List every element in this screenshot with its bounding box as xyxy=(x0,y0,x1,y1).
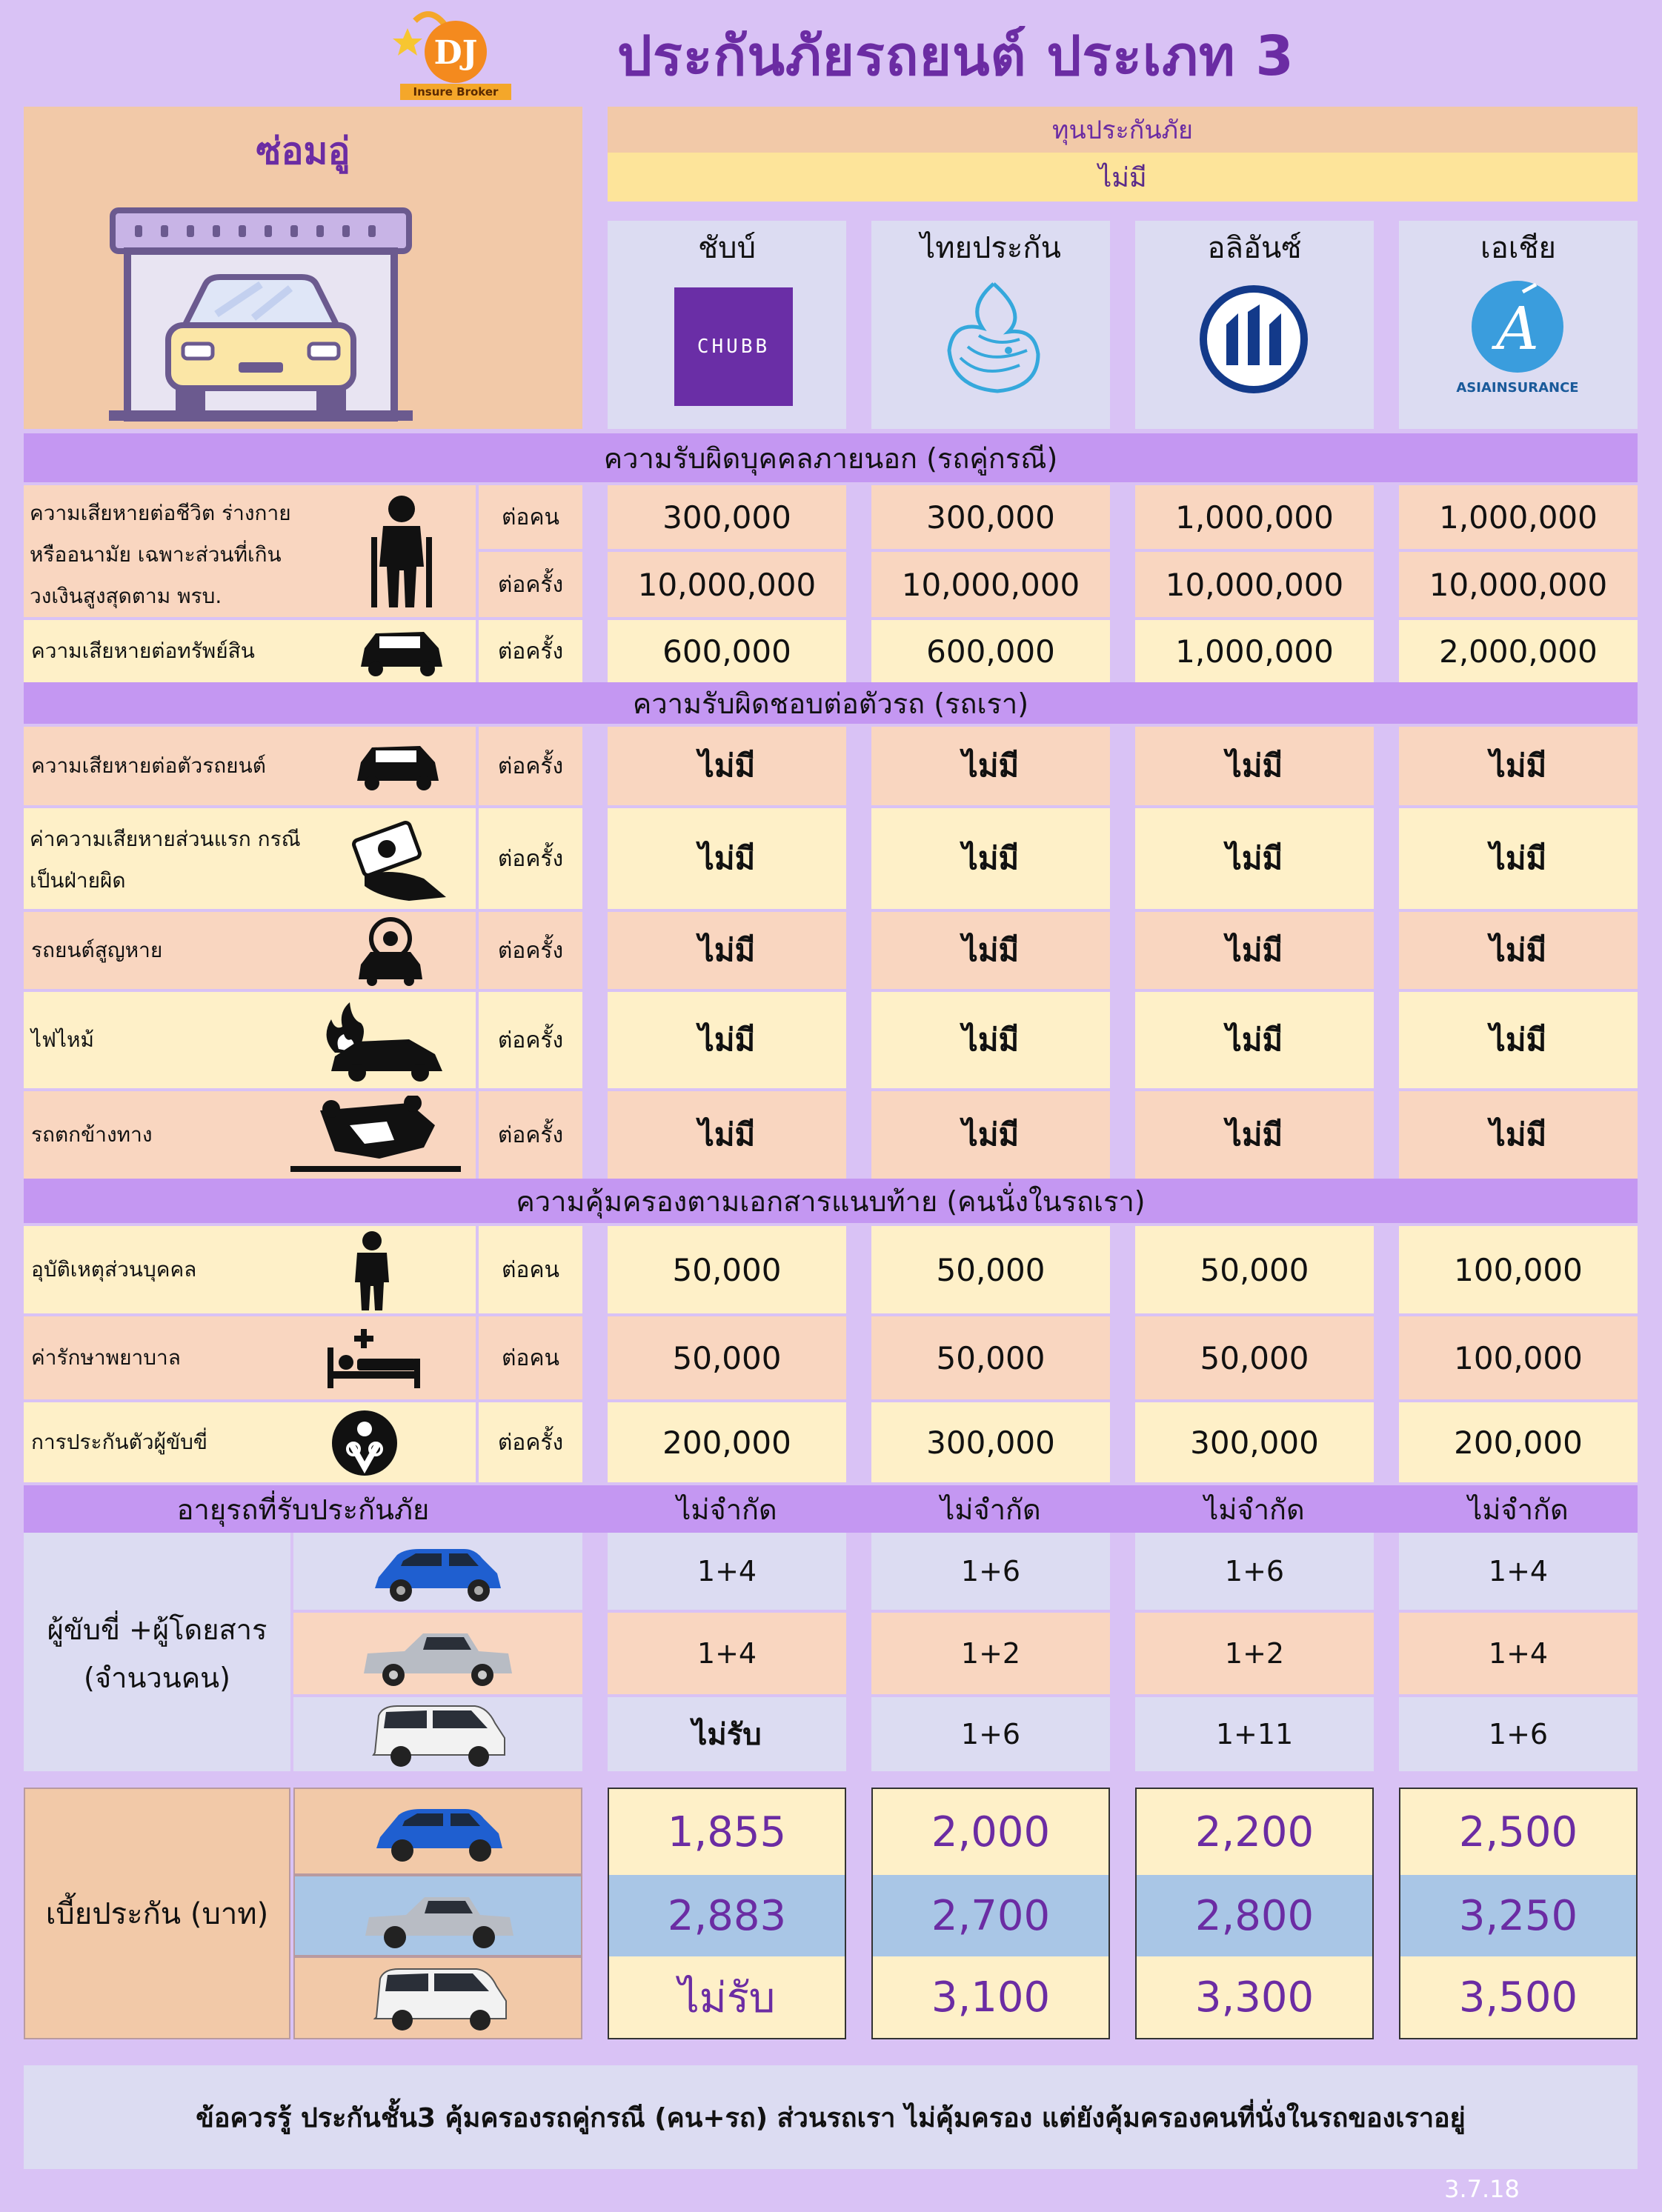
unit-per-person: ต่อคน xyxy=(479,1316,582,1399)
chubb-logo: CHUBB xyxy=(674,287,793,406)
unit-per-time: ต่อครั้ง xyxy=(479,727,582,805)
asia-logo-text: ASIAINSURANCE xyxy=(1456,379,1579,396)
allianz-logo-icon xyxy=(1198,284,1309,395)
premium-value: 3,500 xyxy=(1400,1956,1636,2038)
seats-label-cell xyxy=(24,1533,290,1771)
premium-label-cell xyxy=(24,1788,290,2039)
unit-per-person: ต่อคน xyxy=(479,1226,582,1313)
insurer-name: เอเชีย xyxy=(1480,231,1556,265)
accident-label: อุบัติเหตุส่วนบุคคล xyxy=(31,1257,197,1282)
value-cell: ไม่มี xyxy=(608,727,846,805)
value-cell: 1,000,000 xyxy=(1399,485,1638,549)
value-cell: 300,000 xyxy=(1135,1402,1374,1482)
car-age-value: ไม่จำกัด xyxy=(1468,1493,1569,1526)
fire-label: ไฟไหม้ xyxy=(31,1027,94,1052)
hospital-bed-icon xyxy=(320,1325,431,1392)
property-damage-label-cell xyxy=(24,620,476,682)
premium-value: ไม่รับ xyxy=(609,1956,845,2038)
damaged-car-icon xyxy=(346,740,450,792)
garage-car-icon xyxy=(105,203,416,425)
svg-text:Insure Broker: Insure Broker xyxy=(413,85,499,99)
unit-per-time: ต่อครั้ง xyxy=(479,992,582,1088)
seats-value: 1+4 xyxy=(608,1613,846,1694)
crashed-car-icon xyxy=(350,626,453,678)
value-cell: 200,000 xyxy=(608,1402,846,1482)
sum-insured-value: ไม่มี xyxy=(608,153,1638,201)
bail-label: การประกันตัวผู้ขับขี่ xyxy=(31,1430,208,1454)
repair-panel xyxy=(24,107,582,429)
value-cell: ไม่มี xyxy=(871,912,1110,989)
seats-value: 1+4 xyxy=(1399,1613,1638,1694)
value-cell: ไม่มี xyxy=(1399,1091,1638,1179)
value-cell: ไม่มี xyxy=(608,808,846,909)
svg-text:A: A xyxy=(1496,294,1539,363)
car-age-value: ไม่จำกัด xyxy=(940,1493,1041,1526)
value-cell: 50,000 xyxy=(871,1316,1110,1399)
accident-label-cell xyxy=(24,1226,476,1313)
value-cell: ไม่มี xyxy=(608,1091,846,1179)
version-label: 3.7.18 xyxy=(1444,2175,1520,2203)
unit-per-time: ต่อครั้ง xyxy=(479,1091,582,1179)
value-cell: 1,000,000 xyxy=(1135,485,1374,549)
pickup-truck-icon xyxy=(293,1875,582,1956)
fire-label-cell xyxy=(24,992,476,1088)
third-party-heading: ความรับผิดบุคคลภายนอก (รถคู่กรณี) xyxy=(24,433,1638,482)
value-cell: 50,000 xyxy=(1135,1226,1374,1313)
overturn-label: รถตกข้างทาง xyxy=(31,1122,153,1147)
premium-column xyxy=(608,1788,846,2039)
value-cell: ไม่มี xyxy=(1399,727,1638,805)
value-cell: ไม่มี xyxy=(1399,912,1638,989)
handcuffs-icon xyxy=(328,1408,402,1479)
value-cell: 50,000 xyxy=(608,1316,846,1399)
property-damage-label: ความเสียหายต่อทรัพย์สิน xyxy=(31,639,255,663)
riders-heading: ความคุ้มครองตามเอกสารแนบท้าย (คนนั่งในรถเรา) xyxy=(24,1179,1638,1223)
value-cell: 10,000,000 xyxy=(871,552,1110,617)
asia-insurance-logo-icon xyxy=(1462,279,1573,375)
money-hand-icon xyxy=(342,816,453,905)
stolen-car-icon xyxy=(350,916,431,987)
value-cell: 600,000 xyxy=(871,620,1110,682)
premium-column xyxy=(1399,1788,1638,2039)
person-icon xyxy=(342,1230,402,1312)
value-cell: ไม่มี xyxy=(871,1091,1110,1179)
bail-label-cell xyxy=(24,1402,476,1482)
unit-per-time: ต่อครั้ง xyxy=(479,620,582,682)
medical-label: ค่ารักษาพยาบาล xyxy=(31,1345,181,1370)
value-cell: ไม่มี xyxy=(1399,808,1638,909)
seats-value: 1+6 xyxy=(871,1533,1110,1610)
value-cell: ไม่มี xyxy=(1135,727,1374,805)
seats-value: 1+2 xyxy=(1135,1613,1374,1694)
seats-label-line2: (จำนวนคน) xyxy=(84,1661,230,1694)
premium-column xyxy=(1135,1788,1374,2039)
footer-note: ข้อควรรู้ ประกันชั้น3 คุ้มครองรถคู่กรณี (คน+รถ) ส่วนรถเรา ไม่คุ้มครอง แต่ยังคุ้มครองคนที่นั่งในรถของเราอยู่ xyxy=(24,2065,1638,2169)
sedan-car-icon xyxy=(293,1788,582,1875)
injured-person-icon xyxy=(361,493,450,611)
insurer-name: ไทยประกัน xyxy=(920,231,1061,265)
value-cell: ไม่มี xyxy=(871,992,1110,1088)
value-cell: 10,000,000 xyxy=(608,552,846,617)
seats-label-line1: ผู้ขับขี่ +ผู้โดยสาร xyxy=(47,1613,267,1646)
sum-insured-label: ทุนประกันภัย xyxy=(608,107,1638,153)
value-cell: ไม่มี xyxy=(871,808,1110,909)
value-cell: 50,000 xyxy=(608,1226,846,1313)
value-cell: 2,000,000 xyxy=(1399,620,1638,682)
premium-value: 3,250 xyxy=(1400,1875,1636,1956)
own-car-heading: ความรับผิดชอบต่อตัวรถ (รถเรา) xyxy=(24,682,1638,724)
premium-value: 3,100 xyxy=(873,1956,1108,2038)
premium-value: 2,200 xyxy=(1137,1789,1372,1875)
car-age-value: ไม่จำกัด xyxy=(677,1493,777,1526)
value-cell: ไม่มี xyxy=(608,992,846,1088)
seats-value: 1+6 xyxy=(1135,1533,1374,1610)
theft-label-cell xyxy=(24,912,476,989)
premium-value: 3,300 xyxy=(1137,1956,1372,2038)
unit-per-time: ต่อครั้ง xyxy=(479,912,582,989)
car-age-label: อายุรถที่รับประกันภัย xyxy=(176,1493,430,1526)
unit-per-person: ต่อคน xyxy=(479,485,582,549)
value-cell: 300,000 xyxy=(871,1402,1110,1482)
value-cell: 10,000,000 xyxy=(1399,552,1638,617)
deductible-label-cell xyxy=(24,808,476,909)
value-cell: ไม่มี xyxy=(1135,808,1374,909)
value-cell: 50,000 xyxy=(1135,1316,1374,1399)
value-cell: 300,000 xyxy=(608,485,846,549)
value-cell: ไม่มี xyxy=(1135,1091,1374,1179)
value-cell: ไม่มี xyxy=(1399,992,1638,1088)
van-icon xyxy=(293,1956,582,2039)
broker-logo xyxy=(385,6,519,102)
overturned-car-icon xyxy=(290,1096,461,1176)
insurer-chubb xyxy=(608,221,846,429)
insurer-thai xyxy=(871,221,1110,429)
theft-label: รถยนต์สูญหาย xyxy=(31,938,163,962)
seats-value: ไม่รับ xyxy=(608,1697,846,1771)
seats-value: 1+4 xyxy=(1399,1533,1638,1610)
seats-value: 1+6 xyxy=(871,1697,1110,1771)
sedan-car-icon xyxy=(293,1533,582,1610)
premium-column xyxy=(871,1788,1110,2039)
premium-label: เบี้ยประกัน (บาท) xyxy=(45,1897,269,1931)
value-cell: 100,000 xyxy=(1399,1226,1638,1313)
van-icon xyxy=(293,1697,582,1771)
life-damage-label: ความเสียหายต่อชีวิต ร่างกาย หรืออนามัย เฉพาะส่วนที่เกิน วงเงินสูงสุดตาม พรบ. xyxy=(30,501,291,608)
value-cell: 300,000 xyxy=(871,485,1110,549)
medical-label-cell xyxy=(24,1316,476,1399)
seats-value: 1+2 xyxy=(871,1613,1110,1694)
value-cell: ไม่มี xyxy=(1135,992,1374,1088)
value-cell: ไม่มี xyxy=(1135,912,1374,989)
insurer-asia xyxy=(1399,221,1638,429)
pickup-truck-icon xyxy=(293,1613,582,1694)
premium-value: 2,800 xyxy=(1137,1875,1372,1956)
car-age-value: ไม่จำกัด xyxy=(1204,1493,1305,1526)
premium-value: 2,500 xyxy=(1400,1789,1636,1875)
insurer-allianz xyxy=(1135,221,1374,429)
seats-value: 1+6 xyxy=(1399,1697,1638,1771)
value-cell: 1,000,000 xyxy=(1135,620,1374,682)
value-cell: 50,000 xyxy=(871,1226,1110,1313)
premium-value: 2,883 xyxy=(609,1875,845,1956)
value-cell: 10,000,000 xyxy=(1135,552,1374,617)
overturn-label-cell xyxy=(24,1091,476,1179)
car-fire-icon xyxy=(305,1001,453,1082)
car-damage-label: ความเสียหายต่อตัวรถยนต์ xyxy=(31,753,266,778)
insurer-name: ชับบ์ xyxy=(698,231,756,265)
car-damage-label-cell xyxy=(24,727,476,805)
page-title: ประกันภัยรถยนต์ ประเภท 3 xyxy=(617,24,1294,88)
unit-per-time: ต่อครั้ง xyxy=(479,552,582,617)
unit-per-time: ต่อครั้ง xyxy=(479,1402,582,1482)
unit-per-time: ต่อครั้ง xyxy=(479,808,582,909)
seats-value: 1+4 xyxy=(608,1533,846,1610)
premium-value: 1,855 xyxy=(609,1789,845,1875)
value-cell: ไม่มี xyxy=(608,912,846,989)
premium-value: 2,700 xyxy=(873,1875,1108,1956)
premium-value: 2,000 xyxy=(873,1789,1108,1875)
repair-label: ซ่อมอู่ xyxy=(256,129,350,173)
svg-text:DJ: DJ xyxy=(433,34,478,72)
insurer-name: อลิอันซ์ xyxy=(1207,231,1302,265)
value-cell: 600,000 xyxy=(608,620,846,682)
value-cell: 100,000 xyxy=(1399,1316,1638,1399)
value-cell: ไม่มี xyxy=(871,727,1110,805)
thai-insurance-logo-icon xyxy=(938,276,1049,402)
deductible-label: ค่าความเสียหายส่วนแรก กรณีเป็นฝ่ายผิด xyxy=(30,827,301,893)
seats-value: 1+11 xyxy=(1135,1697,1374,1771)
life-damage-label-cell xyxy=(24,485,476,617)
value-cell: 200,000 xyxy=(1399,1402,1638,1482)
